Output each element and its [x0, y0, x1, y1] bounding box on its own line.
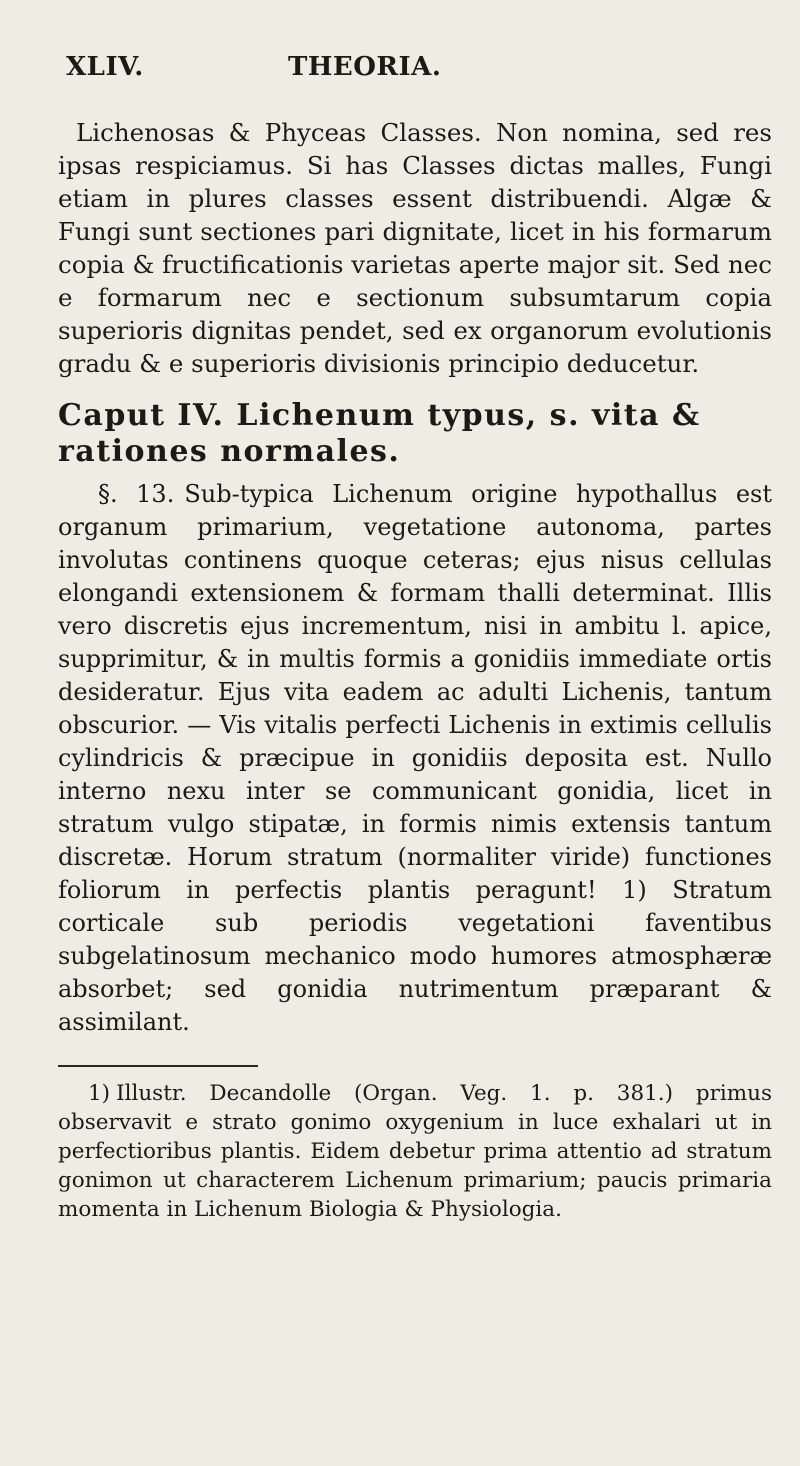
footnote-text: Illustr. Decandolle (Organ. Veg. 1. p. 381.) primus observavit e strato gonimo oxygenium in luce exhalari ut in perfectioribus plantis. Eidem debetur prima attentio ad stratum gonimon ut characterem Lichenum primarium; paucis primaria momenta in Lichenum Biologia & Physiologia.	[58, 1081, 772, 1222]
intro-paragraph-block	[58, 116, 772, 380]
section-body: Sub-typica Lichenum origine hypothallus est organum primarium, vegetatione autonoma, partes involutas continens quoque ceteras; ejus nisus cellulas elongandi extensionem & formam thalli determinat. Illis vero discretis ejus incrementum, nisi in ambitu l. apice, supprimitur, & in multis formis a gonidiis immediate ortis desideratur. Ejus vita eadem ac adulti Lichenis, tantum obscurior. — Vis vitalis perfecti Lichenis in extimis cellulis cylindricis & præcipue in gonidiis deposita est. Nullo interno nexu inter se communicant gonidia, licet in stratum vulgo stipatæ, in formis nimis extensis tantum discretæ. Horum stratum (normaliter viride) functiones foliorum in perfectis plantis peragunt! 1) Stratum corticale sub periodis vegetationi faventibus subgelatinosum mechanico modo humores atmosphæræ absorbet; sed gonidia nutrimentum præparant & assimilant.	[58, 480, 772, 1036]
chapter-heading: Caput IV. Lichenum typus, s. vita & rationes normales.	[58, 398, 701, 469]
section-number: §. 13.	[98, 480, 175, 508]
running-head	[58, 52, 772, 92]
footnote	[58, 1079, 772, 1224]
page-number: XLIV.	[66, 52, 144, 82]
intro-paragraph: Lichenosas & Phyceas Classes. Non nomina, sed res ipsas respiciamus. Si has Classes dictas malles, Fungi etiam in plures classes essent distribuendi. Algæ & Fungi sunt sectiones pari dignitate, licet in his formarum copia & fructificationis varietas aperte major sit. Sed nec e formarum nec e sectionum subsumtarum copia superioris dignitas pendet, sed ex organorum evolutionis gradu & e superioris divisionis principio deducetur.	[58, 118, 772, 378]
running-title: THEORIA.	[288, 52, 442, 82]
footnote-rule	[58, 1065, 258, 1067]
footnote-marker: 1)	[88, 1081, 111, 1106]
section-paragraph	[58, 478, 772, 1039]
